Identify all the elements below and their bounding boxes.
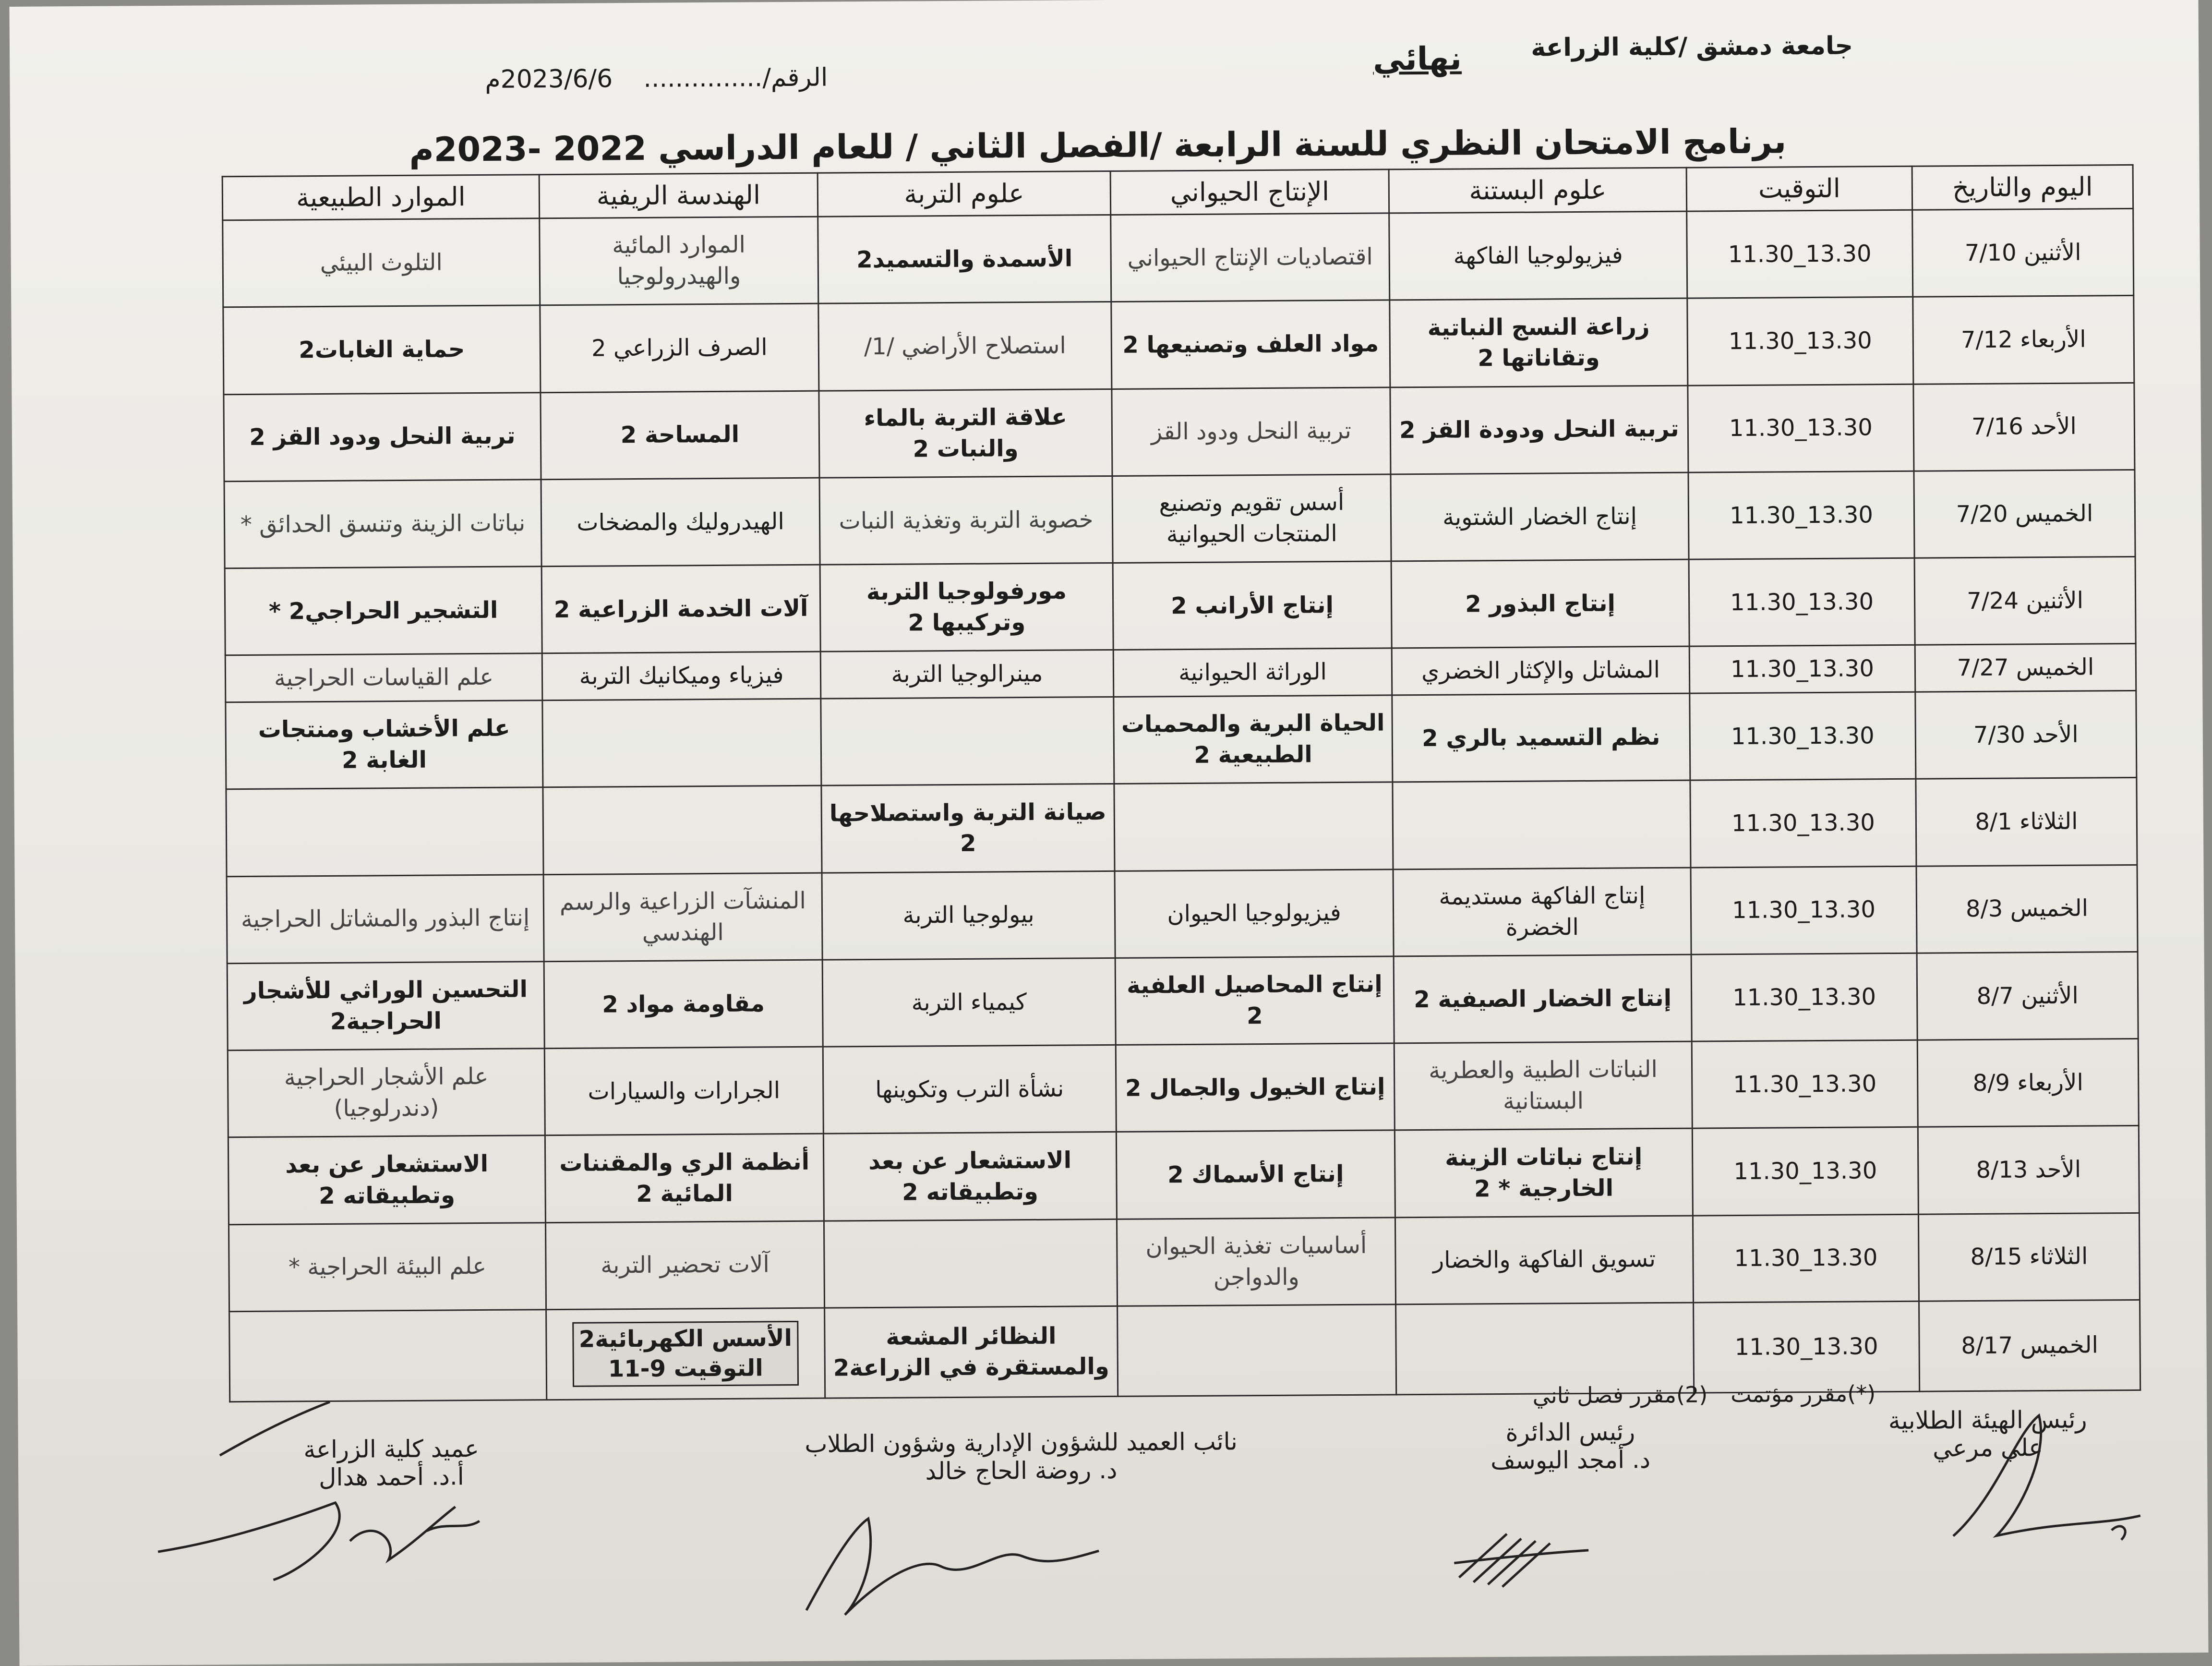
table-row bbox=[223, 208, 2134, 307]
day-date-cell: الأربعاء 7/12 bbox=[1913, 296, 2134, 384]
day-date-cell: الخميس 8/17 bbox=[1919, 1300, 2140, 1391]
soil-science-cell: الأسمدة والتسميد2 bbox=[818, 215, 1111, 303]
animal-production-cell: مواد العلف وتصنيعها 2 bbox=[1111, 300, 1390, 389]
reference-label: الرقم/............... bbox=[643, 63, 828, 93]
rural-engineering-cell: آلات الخدمة الزراعية 2 bbox=[541, 565, 820, 653]
animal-production-cell: تربية النحل ودود القز bbox=[1112, 387, 1391, 476]
natural-resources-cell: علم القياسات الحراجية bbox=[225, 653, 542, 702]
natural-resources-cell: علم الأخشاب ومنتجات الغابة 2 bbox=[226, 700, 543, 789]
signatory-title: عميد كلية الزراعة bbox=[303, 1435, 480, 1464]
animal-production-cell: إنتاج المحاصيل العلفية 2 bbox=[1115, 956, 1394, 1045]
signatory-name: د. أمجد اليوسف bbox=[1491, 1446, 1651, 1475]
time-cell: 11.30_13.30 bbox=[1687, 297, 1913, 386]
day-date-cell: الأربعاء 8/9 bbox=[1917, 1039, 2139, 1127]
table-row bbox=[223, 296, 2134, 395]
column-header: اليوم والتاريخ bbox=[1912, 165, 2133, 210]
time-cell: 11.30_13.30 bbox=[1691, 866, 1917, 954]
day-date-cell: الخميس 8/3 bbox=[1916, 865, 2138, 953]
institution-name: جامعة دمشق /كلية الزراعة bbox=[1531, 31, 1853, 62]
table-row bbox=[228, 1039, 2139, 1138]
natural-resources-cell: التحسين الوراثي للأشجار الحراجية2 bbox=[227, 962, 544, 1050]
soil-science-cell: الاستشعار عن بعد وتطبيقاته 2 bbox=[823, 1132, 1117, 1221]
horticulture-cell: إنتاج الخضار الصيفية 2 bbox=[1394, 954, 1692, 1043]
horticulture-cell: إنتاج الخضار الشتوية bbox=[1391, 472, 1689, 561]
automated-course-note: (*)مقرر مؤتمت bbox=[1731, 1380, 1876, 1408]
soil-science-cell: نشأة الترب وتكوينها bbox=[823, 1045, 1116, 1134]
rural-engineering-cell: الهيدروليك والمضخات bbox=[541, 478, 820, 567]
time-cell: 11.30_13.30 bbox=[1688, 471, 1914, 559]
document-date: 2023/6/6م bbox=[485, 64, 613, 94]
horticulture-cell: إنتاج نباتات الزينة الخارجية * 2 bbox=[1395, 1128, 1693, 1217]
soil-science-cell bbox=[824, 1219, 1117, 1308]
time-cell: 11.30_13.30 bbox=[1688, 384, 1914, 472]
animal-production-cell: أسس تقويم وتصنيع المنتجات الحيوانية bbox=[1112, 474, 1391, 563]
horticulture-cell bbox=[1393, 780, 1691, 869]
horticulture-cell: النباتات الطبية والعطرية البستانية bbox=[1394, 1041, 1692, 1130]
day-date-cell: الأثنين 8/7 bbox=[1917, 952, 2138, 1040]
time-cell: 11.30_13.30 bbox=[1690, 779, 1916, 868]
signatory-name: د. روضة الحاج خالد bbox=[925, 1456, 1118, 1485]
time-cell: 11.30_13.30 bbox=[1693, 1214, 1919, 1303]
signatory-title: رئيس الدائرة bbox=[1505, 1418, 1635, 1447]
natural-resources-cell: حماية الغابات2 bbox=[223, 305, 541, 394]
vice-dean-signature-scribble bbox=[796, 1498, 1109, 1625]
rural-engineering-cell bbox=[542, 699, 821, 787]
natural-resources-cell: نباتات الزينة وتنسق الحدائق * bbox=[224, 480, 541, 568]
time-cell: 11.30_13.30 bbox=[1692, 1127, 1918, 1216]
natural-resources-cell: التشجير الحراجي2 * bbox=[225, 567, 542, 655]
rural-engineering-cell: المساحة 2 bbox=[541, 391, 819, 480]
exam-schedule-table bbox=[222, 164, 2141, 1402]
soil-science-cell: استصلاح الأراضي /1/ bbox=[818, 302, 1112, 391]
rural-engineering-cell: فيزياء وميكانيك التربة bbox=[542, 652, 821, 700]
vice-dean-signature-block bbox=[805, 1427, 1238, 1486]
second-semester-note: (2)مقرر فصل ثاني bbox=[1532, 1381, 1708, 1409]
day-date-cell: الخميس 7/27 bbox=[1915, 644, 2136, 692]
column-header: الإنتاج الحيواني bbox=[1110, 169, 1389, 215]
horticulture-cell: تربية النحل ودودة القز 2 bbox=[1390, 386, 1688, 474]
exam-schedule-document bbox=[9, 0, 2208, 1666]
table-row bbox=[224, 470, 2135, 568]
horticulture-cell: زراعة النسج النباتية وتقاناتها 2 bbox=[1390, 298, 1688, 387]
table-row bbox=[228, 1126, 2139, 1225]
time-cell: 11.30_13.30 bbox=[1689, 558, 1915, 646]
animal-production-cell: إنتاج الأسماك 2 bbox=[1116, 1130, 1395, 1219]
signatory-name: أ.د. أحمد هدال bbox=[319, 1462, 464, 1492]
soil-science-cell: خصوبة التربة وتغذية النبات bbox=[819, 476, 1113, 565]
column-header: التوقيت bbox=[1686, 166, 1912, 211]
rural-engineering-cell bbox=[543, 785, 822, 874]
animal-production-cell bbox=[1118, 1304, 1396, 1397]
time-cell: 11.30_13.30 bbox=[1689, 645, 1915, 694]
natural-resources-cell bbox=[229, 1310, 547, 1402]
animal-production-cell: الوراثة الحيوانية bbox=[1113, 648, 1392, 697]
column-header: الهندسة الريفية bbox=[539, 173, 818, 218]
animal-production-cell: أساسيات تغذية الحيوان والدواجن bbox=[1117, 1218, 1395, 1306]
day-date-cell: الأثنين 7/10 bbox=[1912, 208, 2134, 297]
time-cell: 11.30_13.30 bbox=[1687, 210, 1913, 298]
time-cell: 11.30_13.30 bbox=[1694, 1301, 1920, 1393]
committee-head-signature-scribble bbox=[1938, 1376, 2160, 1580]
natural-resources-cell: إنتاج البذور والمشاتل الحراجية bbox=[227, 874, 544, 963]
soil-science-cell: مينرالوجيا التربة bbox=[820, 650, 1114, 699]
horticulture-cell: إنتاج البذور 2 bbox=[1391, 559, 1689, 648]
time-cell: 11.30_13.30 bbox=[1690, 692, 1916, 780]
dean-signature-scribble bbox=[147, 1396, 533, 1609]
signatory-name: علي مرعي bbox=[1932, 1434, 2044, 1462]
column-header: علوم التربة bbox=[817, 171, 1111, 217]
soil-science-cell: كيمياء التربة bbox=[822, 958, 1116, 1047]
animal-production-cell: إنتاج الأرانب 2 bbox=[1113, 561, 1392, 650]
horticulture-cell: فيزيولوجيا الفاكهة bbox=[1389, 211, 1687, 300]
table-row bbox=[225, 556, 2136, 655]
natural-resources-cell bbox=[226, 787, 543, 876]
day-date-cell: الثلاثاء 8/1 bbox=[1916, 778, 2137, 866]
time-cell: 11.30_13.30 bbox=[1691, 953, 1917, 1041]
soil-science-cell: علاقة التربة بالماء والنبات 2 bbox=[819, 389, 1112, 478]
rural-engineering-cell: مقاومة مواد 2 bbox=[544, 960, 823, 1049]
horticulture-cell: نظم التسميد بالري 2 bbox=[1392, 693, 1690, 782]
natural-resources-cell: تربية النحل ودود القز 2 bbox=[224, 392, 541, 481]
day-date-cell: الخميس 7/20 bbox=[1914, 470, 2135, 558]
day-date-cell: الأثنين 7/24 bbox=[1914, 556, 2136, 645]
animal-production-cell bbox=[1114, 782, 1393, 871]
page-title: برنامج الامتحان النظري للسنة الرابعة /الفصل الثاني / للعام الدراسي 2022 -2023م bbox=[409, 121, 1787, 169]
soil-science-cell: مورفولوجيا التربة وتركيبها 2 bbox=[820, 563, 1113, 652]
rural-engineering-cell: الجرارات والسيارات bbox=[544, 1047, 823, 1135]
department-head-signature-scribble bbox=[1449, 1505, 1594, 1602]
animal-production-cell: الحياة البرية والمحميات الطبيعية 2 bbox=[1114, 695, 1393, 784]
soil-science-cell: النظائر المشعة والمستقرة في الزراعة2 bbox=[825, 1306, 1118, 1398]
horticulture-cell: تسويق الفاكهة والخضار bbox=[1395, 1216, 1693, 1304]
horticulture-cell: المشاتل والإكثار الخضري bbox=[1392, 646, 1690, 695]
natural-resources-cell: التلوث البيئي bbox=[223, 218, 540, 307]
table-row bbox=[227, 952, 2138, 1050]
column-header: علوم البستنة bbox=[1389, 168, 1687, 213]
soil-science-cell: صيانة التربة واستصلاحها 2 bbox=[821, 784, 1115, 873]
soil-science-cell: بيولوجيا التربة bbox=[822, 871, 1115, 960]
electrical-basics-course: الأسس الكهربائية2 bbox=[578, 1325, 793, 1353]
signatory-title: رئيس الهيئة الطلابية bbox=[1888, 1405, 2087, 1435]
department-head-signature-block bbox=[1491, 1418, 1651, 1474]
rural-engineering-cell bbox=[546, 1308, 825, 1400]
day-date-cell: الأحد 8/13 bbox=[1918, 1126, 2139, 1214]
time-cell: 11.30_13.30 bbox=[1692, 1040, 1918, 1128]
table-row bbox=[226, 690, 2137, 789]
table-row bbox=[224, 383, 2135, 482]
column-header: الموارد الطبيعية bbox=[222, 175, 540, 220]
rural-engineering-cell: أنظمة الري والمقننات المائية 2 bbox=[545, 1134, 824, 1223]
final-status-label: نهائي bbox=[1372, 40, 1462, 78]
rural-engineering-cell: الموارد المائية والهيدرولوجيا bbox=[540, 217, 818, 305]
natural-resources-cell: علم البيئة الحراجية * bbox=[228, 1222, 546, 1311]
soil-science-cell bbox=[821, 697, 1114, 785]
rural-engineering-cell: الصرف الزراعي 2 bbox=[540, 303, 819, 392]
special-timing-note: التوقيت 9-11 bbox=[608, 1354, 763, 1383]
horticulture-cell: إنتاج الفاكهة مستديمة الخضرة bbox=[1393, 868, 1691, 956]
natural-resources-cell: الاستشعار عن بعد وتطبيقاته 2 bbox=[228, 1135, 545, 1224]
horticulture-cell bbox=[1396, 1303, 1694, 1395]
rural-engineering-cell: المنشآت الزراعية والرسم الهندسي bbox=[543, 873, 822, 962]
day-date-cell: الأحد 7/30 bbox=[1915, 690, 2137, 779]
day-date-cell: الأحد 7/16 bbox=[1913, 383, 2135, 471]
animal-production-cell: فيزيولوجيا الحيوان bbox=[1115, 869, 1394, 958]
animal-production-cell: اقتصاديات الإنتاج الحيواني bbox=[1111, 213, 1390, 302]
table-row bbox=[228, 1213, 2140, 1312]
rural-engineering-cell: آلات تحضير التربة bbox=[545, 1221, 824, 1310]
table-row bbox=[226, 778, 2137, 877]
table-row bbox=[227, 865, 2138, 964]
electrical-basics-stamp bbox=[573, 1321, 799, 1387]
day-date-cell: الثلاثاء 8/15 bbox=[1918, 1213, 2140, 1301]
natural-resources-cell: علم الأشجار الحراجية (دندرلوجيا) bbox=[228, 1049, 545, 1137]
animal-production-cell: إنتاج الخيول والجمال 2 bbox=[1116, 1043, 1395, 1132]
reference-number bbox=[643, 63, 828, 93]
signatory-title: نائب العميد للشؤون الإدارية وشؤون الطلاب bbox=[805, 1427, 1238, 1458]
